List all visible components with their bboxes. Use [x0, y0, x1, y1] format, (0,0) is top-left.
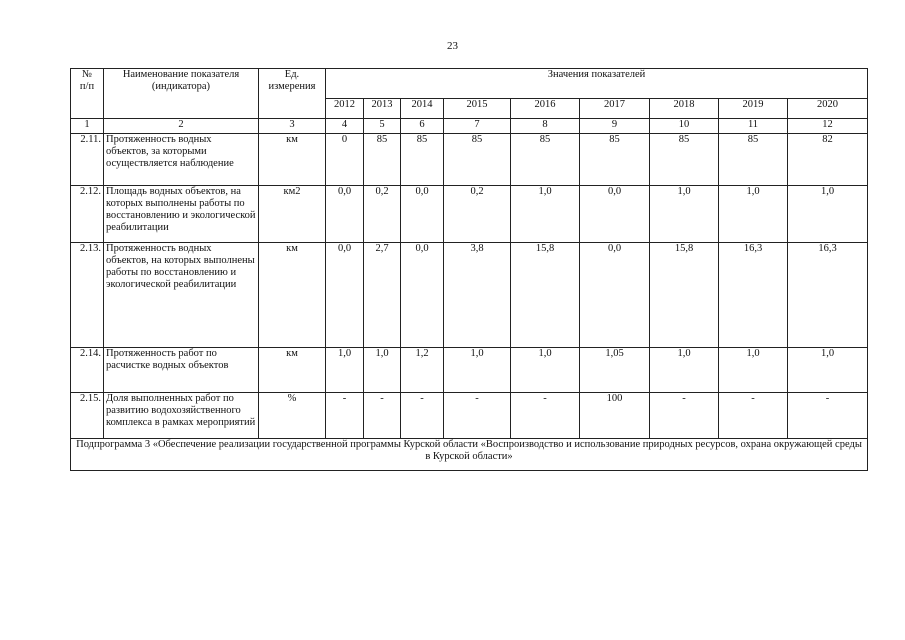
value-cell: - — [788, 393, 868, 439]
row-number: 2.15. — [71, 393, 104, 439]
year-cell: 2016 — [511, 99, 580, 119]
value-cell: - — [364, 393, 401, 439]
value-cell: 0,2 — [444, 186, 511, 243]
header-row — [71, 69, 868, 99]
value-cell: 0,0 — [580, 186, 650, 243]
year-cell: 2020 — [788, 99, 868, 119]
indicator-unit: % — [259, 393, 326, 439]
year-cell: 2015 — [444, 99, 511, 119]
value-cell: 1,0 — [650, 186, 719, 243]
value-cell: - — [401, 393, 444, 439]
value-cell: - — [719, 393, 788, 439]
indicator-name: Площадь водных объектов, на которых выполнены работы по восстановлению и экологической реабилитации — [104, 186, 259, 243]
value-cell: 0,0 — [401, 186, 444, 243]
header-unit: Ед. измерения — [259, 69, 326, 119]
indicator-unit: км2 — [259, 186, 326, 243]
value-cell: 1,0 — [719, 186, 788, 243]
column-number: 4 — [326, 119, 364, 134]
column-number: 10 — [650, 119, 719, 134]
column-number: 5 — [364, 119, 401, 134]
value-cell: 0,0 — [580, 243, 650, 348]
value-cell: 0,2 — [364, 186, 401, 243]
indicator-unit: км — [259, 348, 326, 393]
value-cell: 2,7 — [364, 243, 401, 348]
value-cell: 15,8 — [650, 243, 719, 348]
year-cell: 2014 — [401, 99, 444, 119]
year-cell: 2017 — [580, 99, 650, 119]
value-cell: 3,8 — [444, 243, 511, 348]
year-cell: 2013 — [364, 99, 401, 119]
table-row — [71, 186, 868, 243]
table-row — [71, 243, 868, 348]
value-cell: - — [326, 393, 364, 439]
value-cell: 85 — [444, 134, 511, 186]
value-cell: 0,0 — [326, 186, 364, 243]
indicator-unit: км — [259, 134, 326, 186]
value-cell: 1,05 — [580, 348, 650, 393]
value-cell: - — [511, 393, 580, 439]
table-row — [71, 393, 868, 439]
column-number: 11 — [719, 119, 788, 134]
value-cell: 85 — [650, 134, 719, 186]
value-cell: 1,0 — [788, 186, 868, 243]
value-cell: 100 — [580, 393, 650, 439]
value-cell: 82 — [788, 134, 868, 186]
table-row — [71, 348, 868, 393]
row-number: 2.13. — [71, 243, 104, 348]
row-number: 2.12. — [71, 186, 104, 243]
year-cell: 2018 — [650, 99, 719, 119]
value-cell: - — [650, 393, 719, 439]
value-cell: 1,0 — [364, 348, 401, 393]
indicator-name: Протяженность работ по расчистке водных объектов — [104, 348, 259, 393]
value-cell: 1,0 — [444, 348, 511, 393]
subprogram-row — [71, 439, 868, 471]
header-num: № п/п — [71, 69, 104, 119]
column-number: 8 — [511, 119, 580, 134]
table-row — [71, 134, 868, 186]
value-cell: 1,0 — [511, 186, 580, 243]
row-number: 2.14. — [71, 348, 104, 393]
column-number: 12 — [788, 119, 868, 134]
value-cell: 16,3 — [788, 243, 868, 348]
column-number: 2 — [104, 119, 259, 134]
year-cell: 2019 — [719, 99, 788, 119]
value-cell: 1,0 — [650, 348, 719, 393]
value-cell: 85 — [364, 134, 401, 186]
value-cell: 85 — [580, 134, 650, 186]
subprogram-title: Подпрограмма 3 «Обеспечение реализации государственной программы Курской области «Воспроизводство и использование природных ресурсов, охрана окружающей среды в Курской области» — [71, 439, 868, 471]
year-cell: 2012 — [326, 99, 364, 119]
indicator-unit: км — [259, 243, 326, 348]
indicator-name: Доля выполненных работ по развитию водохозяйственного комплекса в рамках мероприятий — [104, 393, 259, 439]
value-cell: 16,3 — [719, 243, 788, 348]
indicator-name: Протяженность водных объектов, за которыми осуществляется наблюдение — [104, 134, 259, 186]
value-cell: 15,8 — [511, 243, 580, 348]
value-cell: 1,0 — [511, 348, 580, 393]
value-cell: 1,0 — [326, 348, 364, 393]
column-number: 9 — [580, 119, 650, 134]
header-values: Значения показателей — [326, 69, 868, 99]
column-numbers-row — [71, 119, 868, 134]
value-cell: 0,0 — [401, 243, 444, 348]
indicators-table — [70, 68, 868, 471]
value-cell: - — [444, 393, 511, 439]
value-cell: 85 — [401, 134, 444, 186]
value-cell: 1,2 — [401, 348, 444, 393]
value-cell: 85 — [719, 134, 788, 186]
column-number: 3 — [259, 119, 326, 134]
indicator-name: Протяженность водных объектов, на которых выполнены работы по восстановлению и экологической реабилитации — [104, 243, 259, 348]
value-cell: 0,0 — [326, 243, 364, 348]
column-number: 7 — [444, 119, 511, 134]
row-number: 2.11. — [71, 134, 104, 186]
value-cell: 0 — [326, 134, 364, 186]
value-cell: 1,0 — [788, 348, 868, 393]
value-cell: 85 — [511, 134, 580, 186]
header-name: Наименование показателя (индикатора) — [104, 69, 259, 119]
value-cell: 1,0 — [719, 348, 788, 393]
column-number: 6 — [401, 119, 444, 134]
page-number: 23 — [447, 40, 458, 52]
column-number: 1 — [71, 119, 104, 134]
